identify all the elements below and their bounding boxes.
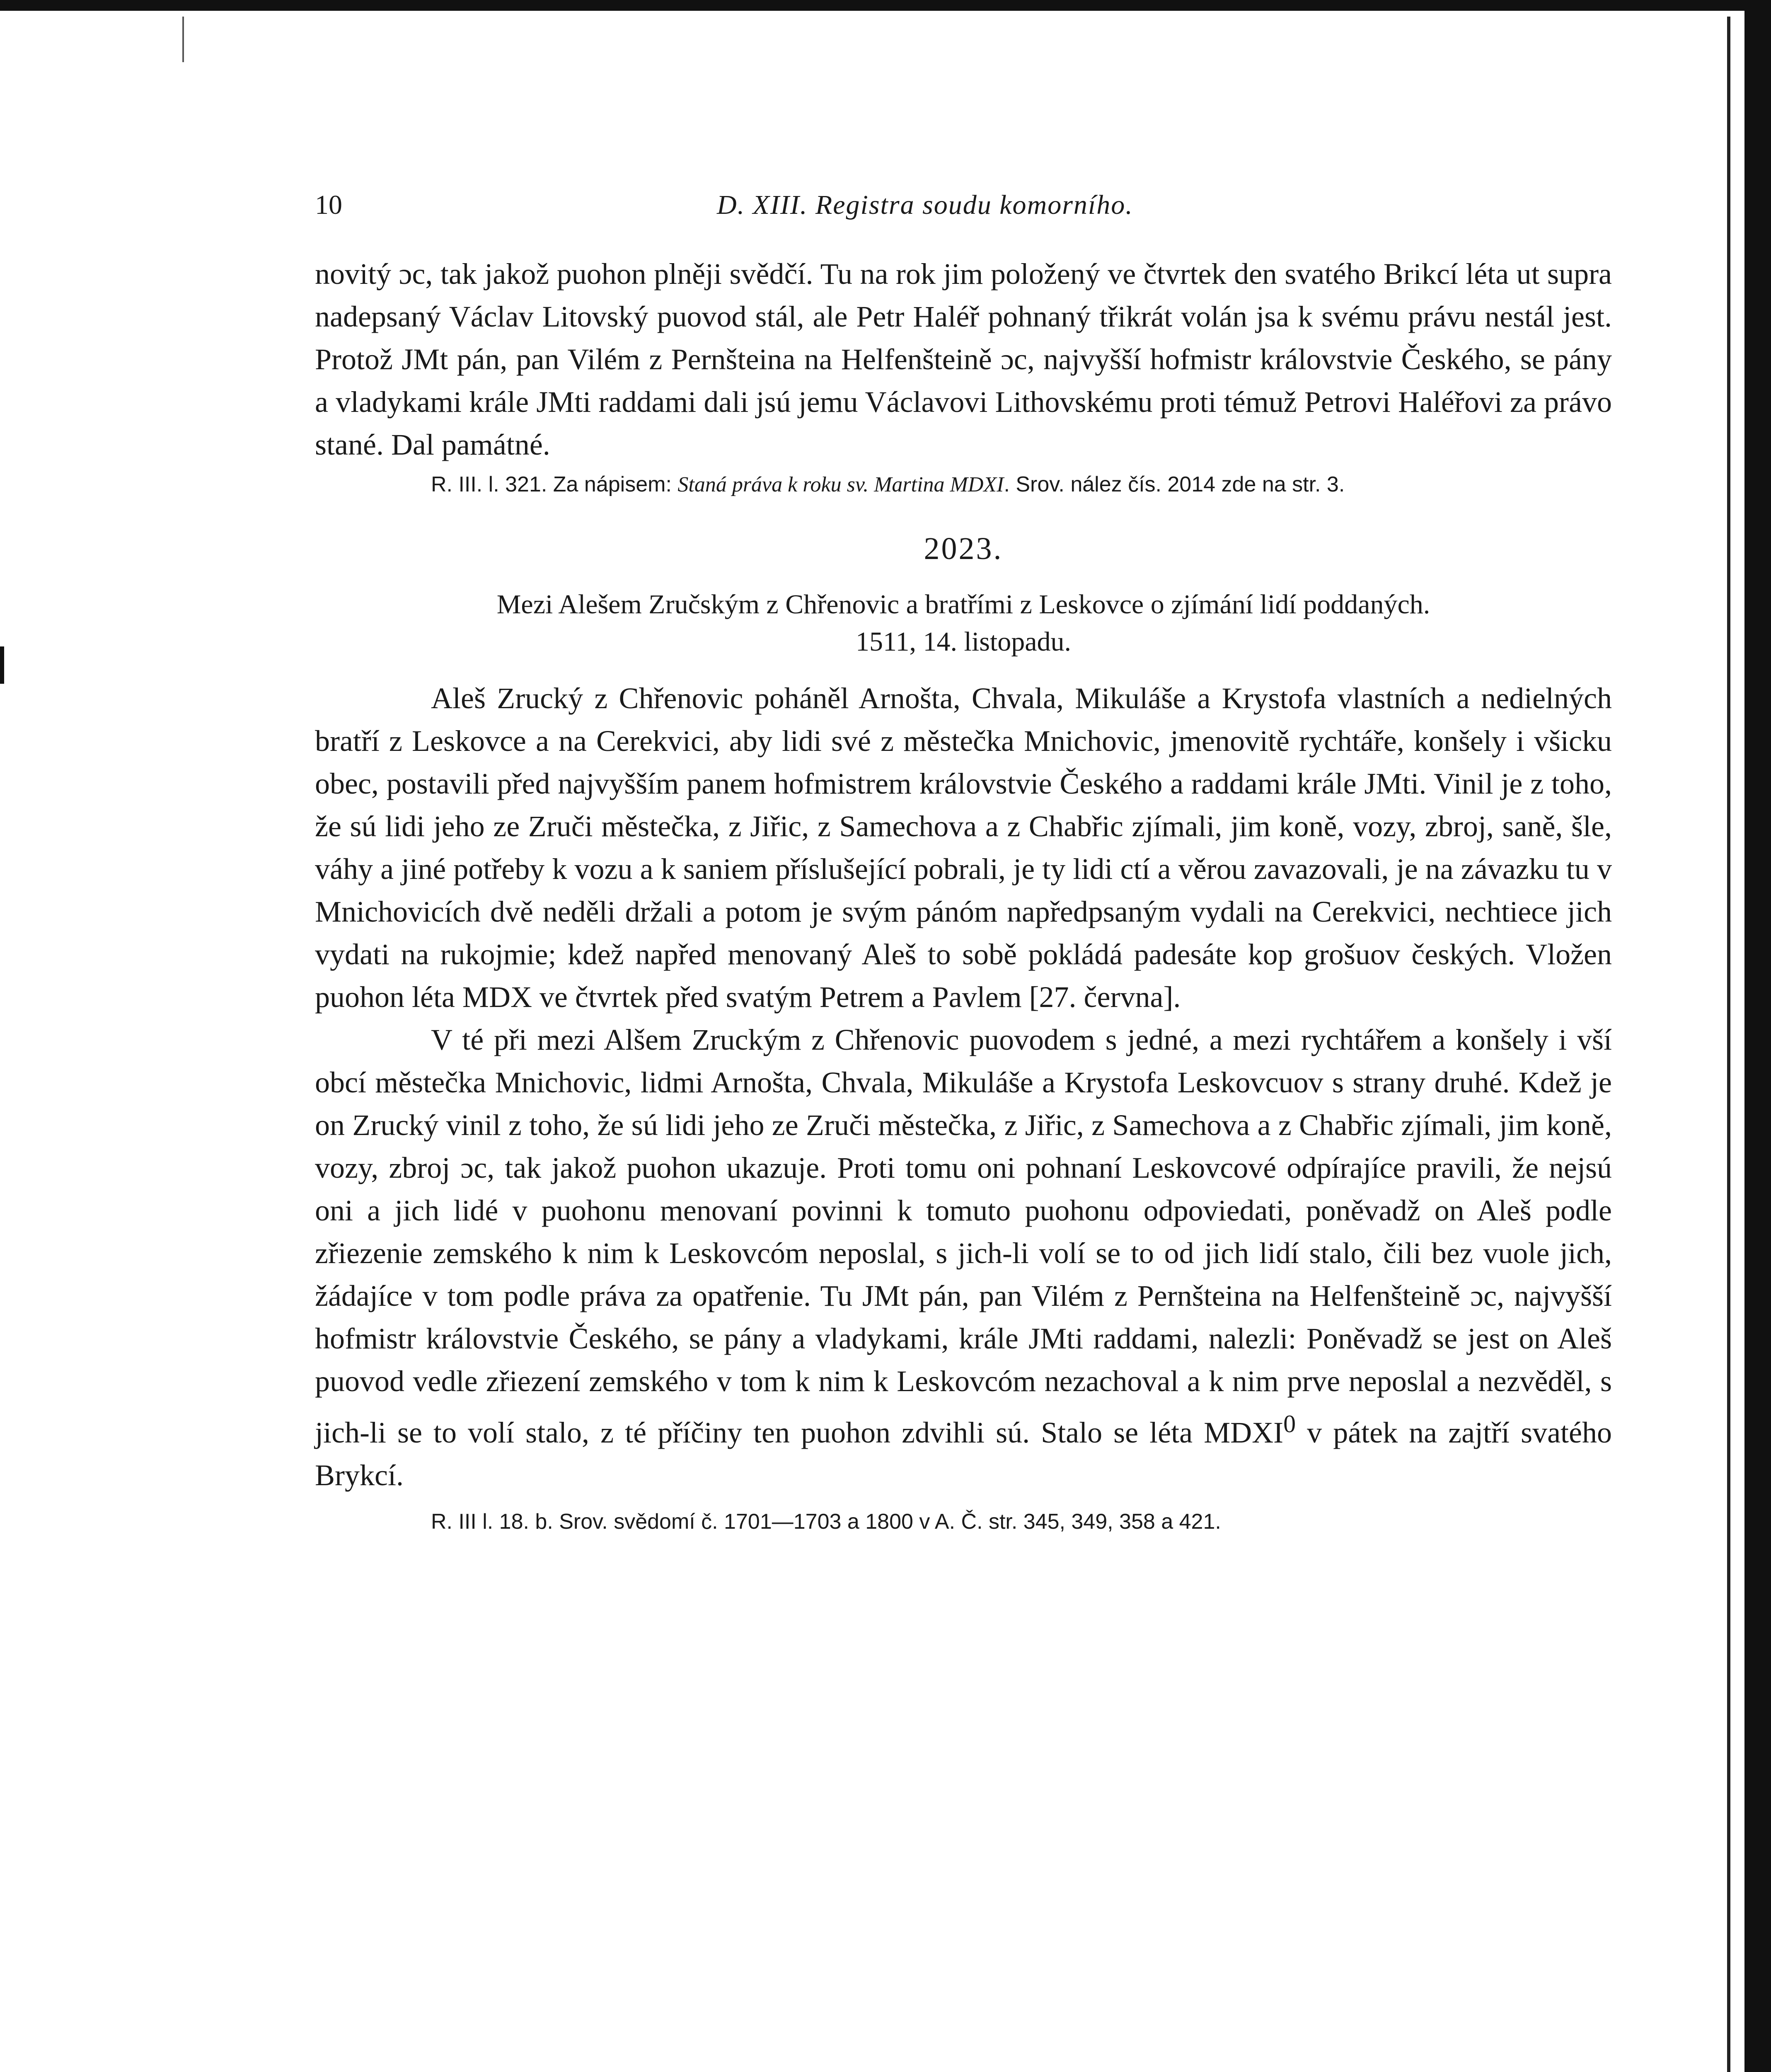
scan-border-right: [1744, 0, 1771, 2072]
previous-entry-text: novitý ɔc, tak jakož puohon plněji svědčí. Tu na rok jim položený ve čtvrtek den svatého Brikcí léta ut supra nadepsaný Václav Litovský puovod stál, ale Petr Haléř pohnaný třikrát volán jsa k svému právu nestál jest. Protož JMt pán, pan Vilém z Pernšteina na Helfenšteině ɔc, najvyšší hofmistr královstvie Českého, se pány a vladykami krále JMti raddami dali jsú jemu Václavovi Lithovskému proti témuž Petrovi Haléřovi za právo stané. Dal památné.: [315, 257, 1612, 461]
paragraph-2-superscript: 0: [1283, 1410, 1296, 1438]
scan-border-top: [0, 0, 1771, 11]
entry-paragraph-1: Aleš Zrucký z Chřenovic poháněl Arnošta, Chvala, Mikuláše a Krystofa vlastních a nedielných bratří z Leskovce a na Cerekvici, aby lidi své z městečka Mnichovic, jmenovitě rychtáře, konšely i všicku obec, postavili před najvyšším panem hofmistrem královstvie Českého a raddami krále JMti. Vinil je z toho, že sú lidi jeho ze Zruči městečka, z Jiřic, z Samechova a z Chabřic zjímali, jim koně, vozy, zbroj, saně, šle, váhy a jiné potřeby k vozu a k saniem příslušející pobrali, je ty lidi ctí a věrou zavazovali, je na závazku tu v Mnichovicích dvě neděli držali a potom je svým pánóm napředpsaným vydali na Cerekvici, nechtiece jich vydati na rukojmie; kdež napřed menovaný Aleš to sobě pokládá padesáte kop grošuov českých. Vložen puohon léta MDX ve čtvrtek před svatým Petrem a Pavlem [27. června].: [315, 682, 1612, 1014]
note-italic-title: Staná práva k roku sv. Martina MDXI: [677, 473, 1004, 496]
note-suffix: . Srov. nález čís. 2014 zde na str. 3.: [1004, 472, 1345, 496]
scan-edge-mark: [0, 646, 4, 684]
note-prefix: R. III. l. 321. Za nápisem:: [431, 472, 672, 496]
scan-border-inner-right: [1727, 17, 1730, 2072]
scan-corner-mark: [166, 17, 184, 62]
previous-entry-source-note: [315, 466, 1612, 503]
paragraph-2-text: V té při mezi Alšem Zruckým z Chřenovic puovodem s jedné, a mezi rychtářem a konšely i vší obcí městečka Mnichovic, lidmi Arnošta, Chvala, Mikuláše a Krystofa Leskovcuov s strany druhé. Kdež je on Zrucký vinil z toho, že sú lidi jeho ze Zruči městečka, z Jiřic, z Samechova a z Chabřic zjímali, jim koně, vozy, zbroj ɔc, tak jakož puohon ukazuje. Proti tomu oni pohnaní Leskovcové odpírajíce pravili, že nejsú oni a jich lidé v puohonu menovaní povinni k tomuto puohonu odpoviedati, poněvadž on Aleš podle zřiezenie zemského k nim k Leskovcóm neposlal, s jich-li volí se to od jich lidí stalo, čili bez vuole jich, žádajíce v tom podle práva za opatřenie. Tu JMt pán, pan Vilém z Pernšteina na Helfenšteině ɔc, najvyšší hofmistr královstvie Českého, se pány a vladykami, krále JMti raddami, nalezli: Poněvadž se jest on Aleš puovod vedle zřiezení zemského v tom k nim k Leskovcóm nezachoval a k nim prve neposlal a nezvěděl, s jich-li se to volí stalo, z té příčiny ten puohon zdvihli sú. Stalo se léta MDXI: [315, 1023, 1612, 1449]
paragraph-2-ending: v pátek na zajtří svatého Brykcí.: [315, 1416, 1612, 1492]
page-number: 10: [315, 190, 342, 220]
page-header: [315, 182, 1612, 228]
entry-heading: Mezi Alešem Zručským z Chřenovic a bratřími z Leskovce o zjímání lidí poddaných.: [496, 589, 1430, 620]
entry-paragraph-2: [315, 1019, 1612, 1497]
entry-date: 1511, 14. listopadu.: [855, 627, 1072, 657]
page-body: [315, 182, 1612, 1542]
entry-source-note: R. III l. 18. b. Srov. svědomí č. 1701—1703 a 1800 v A. Č. str. 345, 349, 358 a 421.: [431, 1510, 1221, 1534]
entry-number: 2023.: [924, 531, 1003, 566]
running-title: D. XIII. Registra soudu komorního.: [717, 190, 1133, 220]
